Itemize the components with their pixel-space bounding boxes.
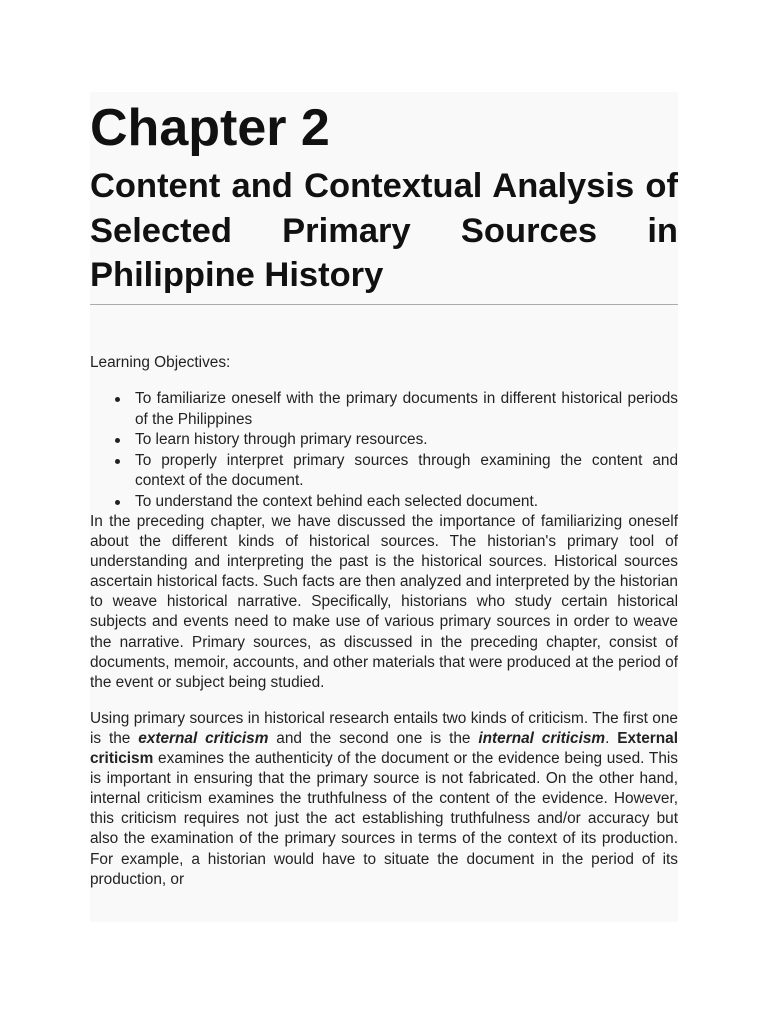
paragraph-text: .: [605, 729, 618, 747]
objective-item: To understand the context behind each selected document.: [135, 492, 678, 513]
learning-objectives-heading: Learning Objectives:: [90, 353, 231, 371]
learning-objectives-list: [90, 389, 678, 512]
term-internal-criticism: internal criticism: [478, 729, 606, 747]
objective-item: To learn history through primary resources.: [135, 430, 678, 451]
chapter-title: Chapter 2: [90, 99, 330, 157]
paragraph-text: Using primary sources in historical research entails two kinds of criticism. The first one is the: [90, 709, 678, 747]
body-paragraph-1: In the preceding chapter, we have discussed the importance of familiarizing oneself about the different kinds of historical sources. The historian's primary tool of understanding and interpreting the past is the historical sources. Historical sources ascertain historical facts. Such facts are then analyzed and interpreted by the historian to weave historical narrative. Specifically, historians who study certain historical subjects and events need to make use of various primary sources in order to weave the narrative. Primary sources, as discussed in the preceding chapter, consist of documents, memoir, accounts, and other materials that were produced at the period of the event or subject being studied.: [90, 513, 678, 691]
document-content: [90, 92, 678, 922]
objective-item: To familiarize oneself with the primary documents in different historical periods of the Philippines: [135, 389, 678, 430]
objective-item: To properly interpret primary sources through examining the content and context of the document.: [135, 451, 678, 492]
paragraph-text: examines the authenticity of the document or the evidence being used. This is important in ensuring that the primary source is not fabricated. On the other hand, internal criticism examines the truthfulness of the content of the evidence. However, this criticism requires not just the act establishing truthfulness and/or accuracy but also the examination of the primary sources in terms of the context of its production. For example, a historian would have to situate the document in the period of its production, or: [90, 750, 678, 888]
paragraph-text: and the second one is the: [268, 729, 479, 747]
term-external-criticism: external criticism: [138, 729, 269, 747]
body-paragraph-2: [90, 709, 678, 890]
chapter-subtitle: Content and Contextual Analysis of Selected Primary Sources in Philippine History: [90, 164, 678, 305]
term-external-criticism-bold: External criticism: [90, 729, 678, 768]
